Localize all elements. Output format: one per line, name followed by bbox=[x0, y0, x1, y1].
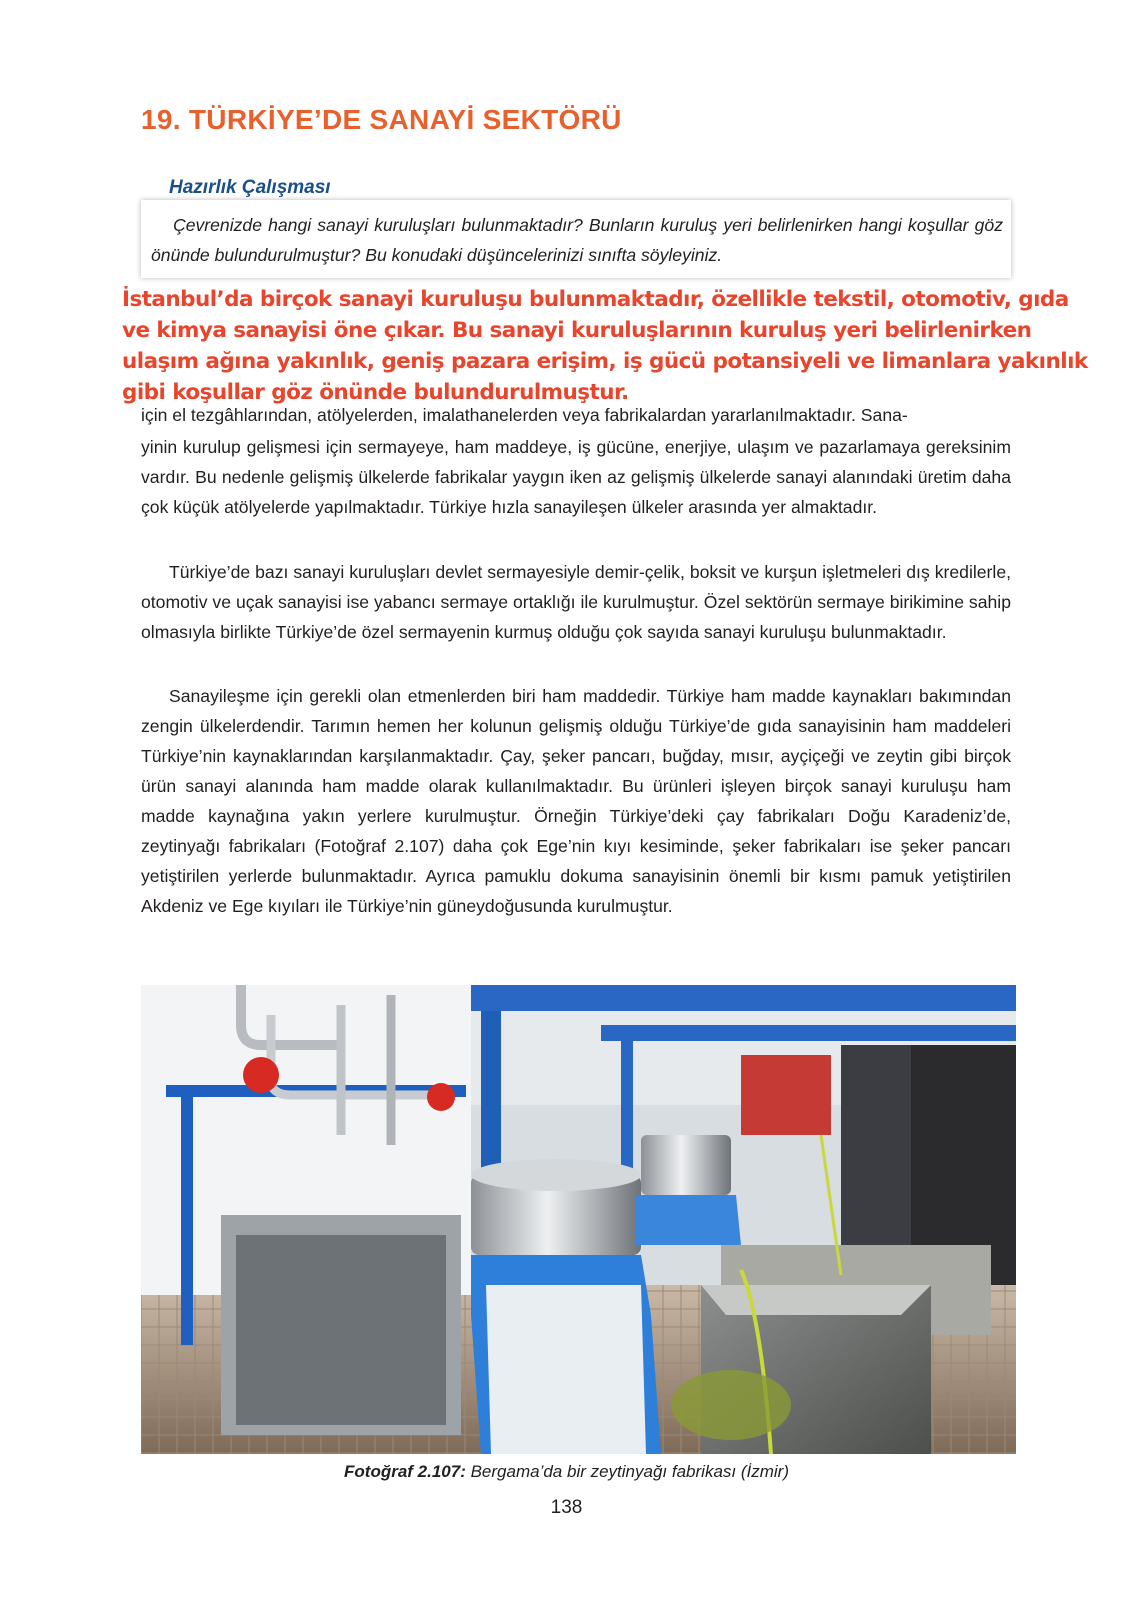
section-title: 19. TÜRKİYE’DE SANAYİ SEKTÖRÜ bbox=[141, 104, 622, 135]
caption-text: Bergama’da bir zeytinyağı fabrikası (İzmir) bbox=[465, 1462, 789, 1481]
answer-line: gibi koşullar göz önünde bulundurulmuştur. bbox=[122, 380, 629, 405]
handwritten-answer bbox=[122, 284, 1088, 408]
paragraph-3: Sanayileşme için gerekli olan etmenlerden biri ham maddedir. Türkiye ham madde kaynakları bakımından zengin ülkelerdendir. Tarımın hemen her kolunun gelişmiş olduğu Türkiye’de gıda sanayisinin ham maddeleri Türkiye’nin kaynaklarından karşılanmaktadır. Çay, şeker pancarı, buğday, mısır, ayçiçeği ve zeytin gibi birçok ürün sanayi alanında ham madde olarak kullanılmaktadır. Bu ürünleri işleyen birçok sanayi kuruluşu ham madde kaynağına yakın yerlere kurulmuştur. Örneğin Türkiye’deki çay fabrikaları Doğu Karadeniz’de, zeytinyağı fabrikaları (Fotoğraf 2.107) daha çok Ege’nin kıyı kesiminde, şeker fabrikaları ise şeker pancarı yetiştirilen yerlerde bulunmaktadır. Ayrıca pamuklu dokuma sanayisinin önemli bir kısmı pamuk yetiştirilen Akdeniz ve Ege kıyıları ile Türkiye’nin güneydoğusunda kurulmuştur. bbox=[141, 686, 1011, 916]
answer-line: ulaşım ağına yakınlık, geniş pazara erişim, iş gücü potansiyeli ve limanlara yakınlık bbox=[122, 349, 1088, 374]
answer-line: ve kimya sanayisi öne çıkar. Bu sanayi kuruluşlarının kuruluş yeri belirlenirken bbox=[122, 318, 1032, 343]
paragraph-2: Türkiye’de bazı sanayi kuruluşları devlet sermayesiyle demir-çelik, boksit ve kurşun işletmeleri dış kredilerle, otomotiv ve uçak sanayisi ise yabancı sermaye ortaklığı ile kurulmuştur. Özel sektörün sermaye birikimine sahip olmasıyla birlikte Türkiye’de özel sermayenin kurmuş olduğu çok sayıda sanayi kuruluşu bulunmaktadır. bbox=[141, 562, 1011, 642]
photo-caption bbox=[0, 1462, 1133, 1482]
paragraph-1: yinin kurulup gelişmesi için sermayeye, ham maddeye, iş gücüne, enerjiye, ulaşım ve pazarlamaya gereksinim vardır. Bu nedenle gelişmiş ülkelerde fabrikalar yaygın iken az gelişmiş ülkelerde sanayi alanındaki üretim daha çok küçük atölyelerde yapılmaktadır. Türkiye hızla sanayileşen ülkeler arasında yer almaktadır. bbox=[141, 437, 1011, 517]
olive-oil-factory-photo bbox=[141, 985, 1016, 1454]
answer-line: İstanbul’da birçok sanayi kuruluşu bulunmaktadır, özellikle tekstil, otomotiv, gıda bbox=[122, 287, 1069, 312]
preparation-question-box bbox=[141, 200, 1011, 278]
partial-line-text: için el tezgâhlarından, atölyelerden, imalathanelerden veya fabrikalardan yararlanılmaktadır. Sana- bbox=[141, 405, 908, 425]
caption-label: Fotoğraf 2.107: bbox=[344, 1462, 466, 1481]
preparation-question: Çevrenizde hangi sanayi kuruluşları bulunmaktadır? Bunların kuruluş yeri belirlenirken hangi koşullar göz önünde bulundurulmuştur? Bu konudaki düşüncelerinizi sınıfta söyleyiniz. bbox=[151, 215, 1003, 265]
partially-covered-line bbox=[141, 405, 1011, 431]
preparation-heading: Hazırlık Çalışması bbox=[169, 177, 331, 198]
page-number: 138 bbox=[550, 1497, 583, 1518]
